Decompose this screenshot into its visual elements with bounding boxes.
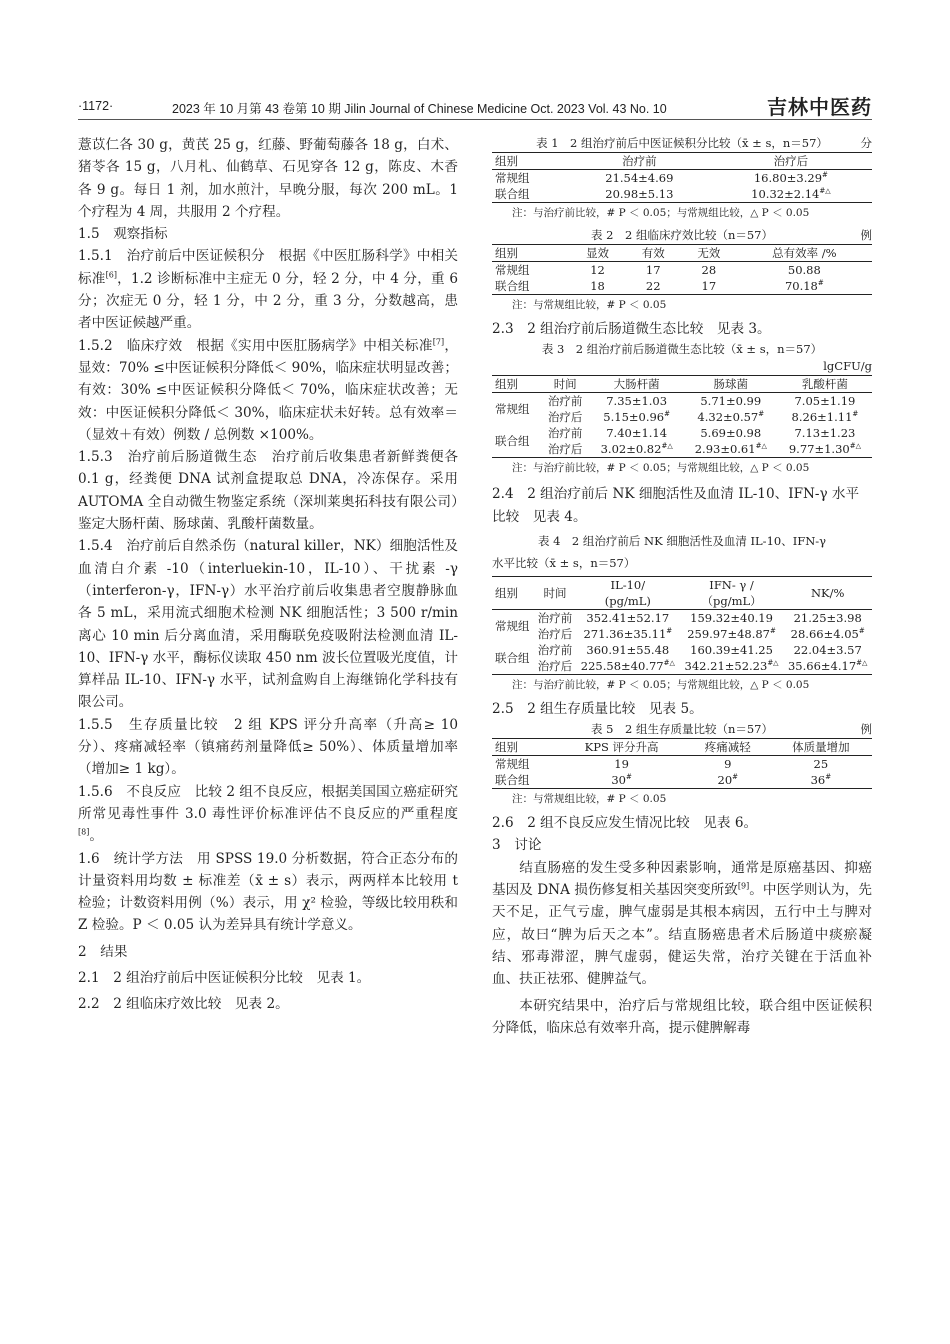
table-4-caption-2: 水平比较（x̄ ± s，n＝57） [492, 555, 636, 570]
page-number: ·1172· [78, 99, 114, 113]
table-4-caption: 表 4 2 组治疗前后 NK 细胞活性及血清 IL-10、IFN-γ [537, 533, 827, 548]
table-row: 治疗后 271.36±35.11# 259.97±48.87# 28.66±4.05# [537, 626, 865, 641]
table-row: 联合组 30# 20# 36# [495, 773, 832, 788]
table-5-caption: 表 5 2 组生存质量比较（n＝57） 例 [591, 722, 872, 737]
table-2-caption: 表 2 2 组临床疗效比较（n＝57） 例 [591, 228, 872, 242]
table-3-unit: lgCFU/g [823, 359, 872, 374]
table-3-note: 注：与治疗前比较，# P ＜ 0.05；与常规组比较，△ P ＜ 0.05 [512, 462, 810, 475]
prescription-paragraph: 薏苡仁各 30 g，黄芪 25 g，红藤、野葡萄藤各 18 g，白术、猪苓各 15 g，八月札、仙鹤草、石见穿各 12 g，陈皮、木香各 9 g。每日 1 剂，加水煎汁，早晚分服，每次 200 mL。1 个疗程为 4 周，共服用 2 个疗程。 [78, 137, 458, 220]
discussion-paragraph-2: 本研究结果中，治疗后与常规组比较，联合组中医证候积分降低，临床总有效率升高，提示健脾解毒 [492, 997, 872, 1036]
table-header: 总有效率 /% [737, 245, 872, 262]
table-3-caption: 表 3 2 组治疗前后肠道微生态比较（x̄ ± s，n＝57） [541, 342, 823, 357]
table-3 [492, 375, 872, 458]
discussion-paragraph-1: 结直肠癌的发生受多种因素影响，通常是原癌基因、抑癌基因及 DNA 损伤修复相关基因突变所致[9]。中医学则认为，先天不足，正气亏虚，脾气虚弱是其根本病因，五行中土与脾对应，故曰“脾为后天之本”。结直肠癌患者术后肠道中痰瘀凝结、邪毒滞涩，脾气虚弱，健运失常，治疗关键在于活血补血、扶正祛邪、健脾益气。 [492, 859, 872, 988]
table-2-note: 注：与常规组比较，# P ＜ 0.05 [512, 299, 667, 311]
section-2-3: 2.3 2 组治疗前后肠道微生态比较 见表 3。 [492, 321, 771, 337]
table-row: 联合组 治疗前 7.40±1.14 5.69±0.98 7.13±1.23 [495, 426, 856, 449]
section-3-heading: 3 讨论 [492, 837, 542, 854]
table-header: 组别 [492, 739, 557, 756]
table-4 [492, 576, 872, 675]
table-header: 时间 [534, 576, 576, 609]
section-1-5: 1.5 观察指标 [78, 226, 168, 243]
table-header: NK/% [783, 576, 872, 609]
table-header: 大肠杆菌 [590, 376, 684, 393]
table-header: 肠球菌 [684, 376, 778, 393]
table-5-note: 注：与常规组比较，# P ＜ 0.05 [512, 793, 667, 806]
table-header: IL-10/ (pg/mL) [576, 576, 680, 609]
table-header: 乳酸杆菌 [778, 376, 872, 393]
section-1-5-3: 1.5.3 治疗前后肠道微生态 治疗前后收集患者新鲜粪便各 0.1 g，经粪便 DNA 试剂盒提取总 DNA，冷冻保存。采用 AUTOMA 全自动微生物鉴定系统（深圳莱奥拓科技有限公司）鉴定大肠杆菌、肠球菌、乳酸杆菌数量。 [78, 449, 458, 533]
table-header: 组别 [492, 376, 541, 393]
page-header [78, 97, 872, 120]
table-row: 常规组 治疗前 352.41±52.17 159.32±40.19 21.25±3.98 [495, 610, 862, 633]
table-header: 疼痛减轻 [686, 739, 770, 756]
table-row: 联合组 18 22 17 70.18# [495, 279, 824, 293]
table-row: 常规组 治疗前 7.35±1.03 5.71±0.99 7.05±1.19 [495, 394, 856, 417]
section-1-5-2: 1.5.2 临床疗效 根据《实用中医肛肠病学》中相关标准[7]，显效：70% ≤中医证候积分降低＜ 90%，临床症状明显改善；有效：30% ≤中医证候积分降低＜ 70%，临床症状改善；无效：中医证候积分降低＜ 30%，临床症状未好转。总有效率＝（显效＋有效）例数 / 总例数 ×100%。 [78, 337, 458, 443]
table-1-caption: 表 1 2 组治疗前后中医证候积分比较（x̄ ± s，n＝57） 分 [536, 136, 872, 150]
table-row: 常规组 19 9 25 [495, 757, 829, 772]
table-row: 常规组 12 17 28 50.88 [495, 263, 821, 277]
section-2-heading: 2 结果 [78, 943, 128, 960]
table-header: KPS 评分升高 [557, 739, 686, 756]
section-2-4: 2.4 2 组治疗前后 NK 细胞活性及血清 IL-10、IFN-γ 水平比较 见表 4。 [492, 486, 860, 525]
left-column [78, 134, 458, 1016]
right-column [492, 134, 872, 1039]
table-row: 治疗后 3.02±0.82#△ 2.93±0.61#△ 9.77±1.30#△ [547, 442, 861, 457]
section-2-1: 2.1 2 组治疗前后中医证候积分比较 见表 1。 [78, 969, 371, 986]
table-header: 治疗后 [710, 153, 872, 170]
table-header: 组别 [492, 576, 534, 609]
table-5 [492, 738, 872, 789]
table-header: IFN- γ / （pg/mL） [680, 576, 784, 609]
journal-info: 2023 年 10 月第 43 卷第 10 期 Jilin Journal of Chinese Medicine Oct. 2023 Vol. 43 No. 10 [172, 102, 667, 116]
section-1-5-5: 1.5.5 生存质量比较 2 组 KPS 评分升高率（升高≥ 10 分）、疼痛减轻率（镇痛药剂量降低≥ 50%）、体质量增加率（增加≥ 1 kg）。 [78, 716, 458, 778]
table-row: 治疗后 225.58±40.77#△ 342.21±52.23#△ 35.66±4.17#△ [537, 658, 868, 673]
section-1-5-1: 1.5.1 治疗前后中医证候积分 根据《中医肛肠科学》中相关标准[6]，1.2 诊断标准中主症无 0 分，轻 2 分，中 4 分，重 6 分；次症无 0 分，轻 1 分，中 2 分，重 3 分，分数越高，患者中医证候越严重。 [78, 248, 459, 332]
table-header: 有效 [625, 245, 681, 262]
section-2-5: 2.5 2 组生存质量比较 见表 5。 [492, 700, 703, 717]
section-2-6: 2.6 2 组不良反应发生情况比较 见表 6。 [492, 815, 758, 832]
section-1-6: 1.6 统计学方法 用 SPSS 19.0 分析数据，符合正态分布的计量资料用均数 ± 标准差（x̄ ± s）表示，两两样本比较用 t 检验；计数资料用例（%）表示，用 χ² 检验，等级比较用秩和 Z 检验。P ＜ 0.05 认为差异具有统计学意义。 [78, 850, 458, 934]
table-header: 时间 [541, 376, 590, 393]
table-row: 联合组 治疗前 360.91±55.48 160.39±41.25 22.04±3.57 [495, 642, 862, 665]
table-header: 显效 [570, 245, 626, 262]
table-header: 无效 [681, 245, 737, 262]
table-header: 组别 [492, 245, 570, 262]
table-header: 体质量增加 [770, 739, 872, 756]
table-row: 常规组 21.54±4.69 16.80±3.29# [495, 171, 828, 185]
table-2 [492, 244, 872, 295]
section-1-5-6: 1.5.6 不良反应 比较 2 组不良反应，根据美国国立癌症研究所常见毒性事件 3.0 毒性评价标准评估不良反应的严重程度[8]。 [78, 783, 458, 845]
section-2-2: 2.2 2 组临床疗效比较 见表 2。 [78, 996, 289, 1013]
table-row: 联合组 20.98±5.13 10.32±2.14#△ [495, 187, 831, 201]
table-4-note: 注：与治疗前比较，# P ＜ 0.05；与常规组比较，△ P ＜ 0.05 [512, 678, 810, 691]
journal-logo: 吉林中医药 [767, 95, 872, 119]
table-1 [492, 152, 872, 203]
table-row: 治疗后 5.15±0.96# 4.32±0.57# 8.26±1.11# [547, 410, 859, 425]
table-1-note: 注：与治疗前比较，# P ＜ 0.05；与常规组比较，△ P ＜ 0.05 [512, 207, 810, 219]
section-1-5-4: 1.5.4 治疗前后自然杀伤（natural killer，NK）细胞活性及血清白介素 -10（interluekin-10，IL-10）、干扰素 -γ（interferon-γ，IFN-γ）水平治疗前后收集患者空腹静脉血各 5 mL，采用流式细胞术检测 NK 细胞活性；3 500 r/min 离心 10 min 后分离血清，采用酶联免疫吸附法检测血清 IL-10、IFN-γ 水平，酶标仪读取 450 nm 波长位置吸光度值，计算样品 IL-10、IFN-γ 水平，试剂盒购自上海继锦化学科技有限公司。 [78, 538, 458, 711]
table-header: 治疗前 [569, 153, 710, 170]
table-header: 组别 [492, 153, 569, 170]
